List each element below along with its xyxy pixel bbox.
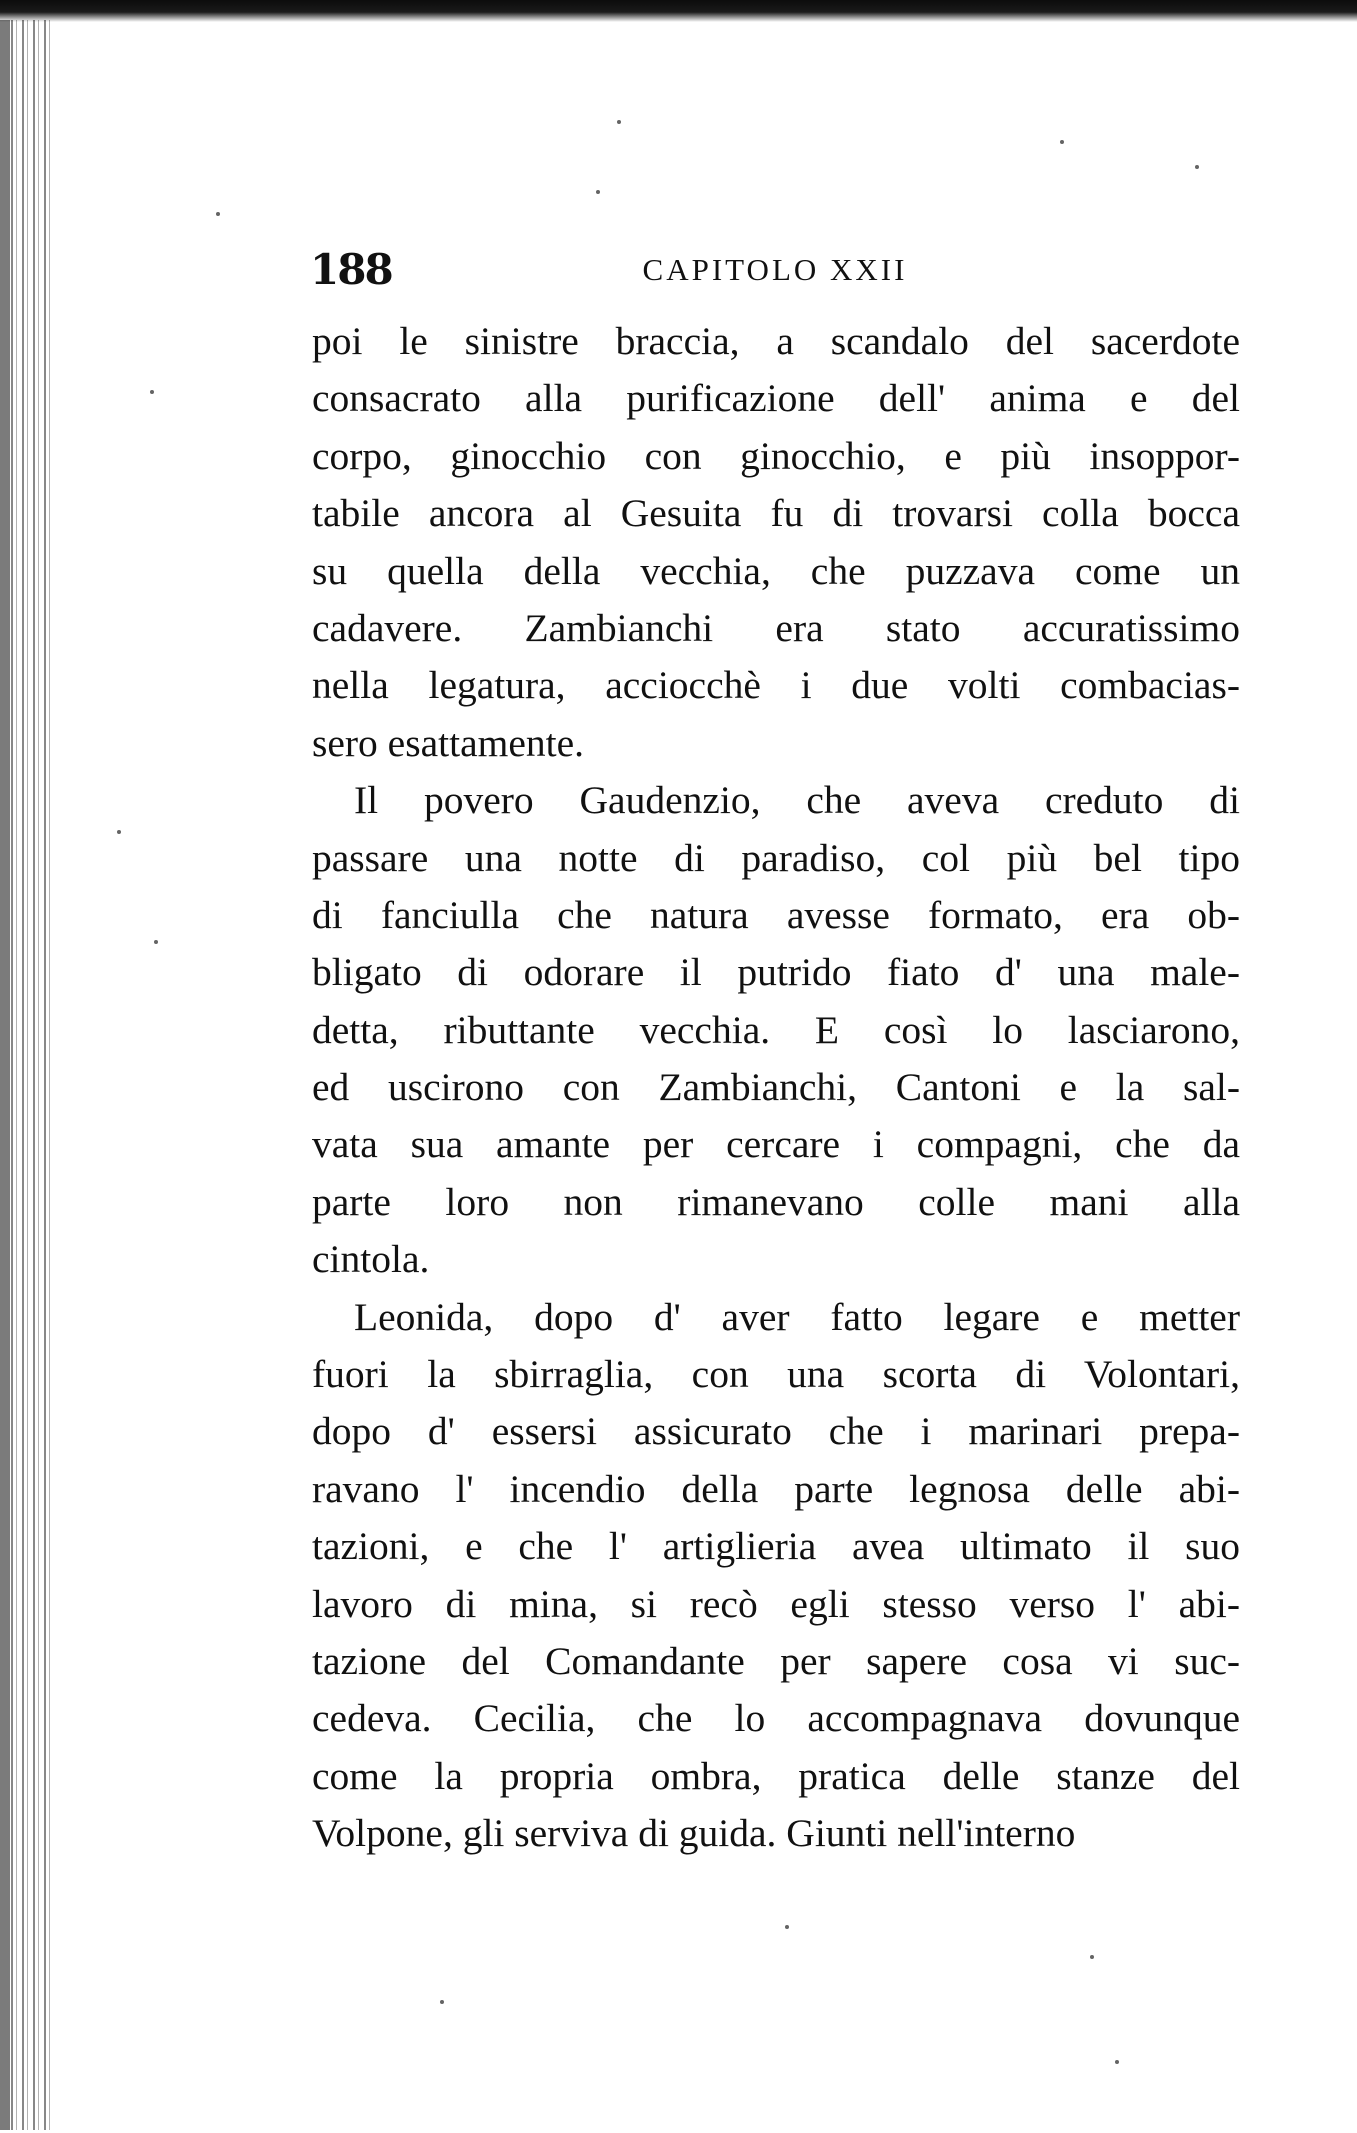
text-line: cedeva. Cecilia, che lo accompagnava dovunque <box>312 1696 1240 1741</box>
text-line: ed uscirono con Zambianchi, Cantoni e la sal- <box>312 1065 1240 1110</box>
text-line: poi le sinistre braccia, a scandalo del sacerdote <box>312 319 1240 363</box>
scan-binding-edge <box>0 20 52 2130</box>
body-text <box>312 313 1240 1863</box>
paragraph-2 <box>312 772 1240 1289</box>
text-line: corpo, ginocchio con ginocchio, e più insoppor- <box>312 433 1240 478</box>
text-line: cadavere. Zambianchi era stato accuratissimo <box>312 605 1240 650</box>
text-line: ravano l' incendio della parte legnosa delle abi- <box>312 1466 1240 1511</box>
scan-speck <box>117 830 121 834</box>
text-line: nella legatura, acciocchè i due volti combacias- <box>312 663 1240 708</box>
scan-speck <box>440 2000 444 2004</box>
running-title: CAPITOLO XXII <box>642 252 908 287</box>
text-line: Leonida, dopo d' aver fatto legare e metter <box>354 1294 1240 1339</box>
text-line: sero esattamente. <box>312 720 584 765</box>
scan-speck <box>617 120 621 124</box>
text-line: su quella della vecchia, che puzzava come un <box>312 548 1240 593</box>
text-line: Il povero Gaudenzio, che aveva creduto di <box>354 778 1240 823</box>
paragraph-3 <box>312 1289 1240 1863</box>
text-line: passare una notte di paradiso, col più bel tipo <box>312 835 1240 880</box>
text-line: tazioni, e che l' artiglieria avea ultimato il suo <box>312 1524 1240 1569</box>
text-line: Volpone, gli serviva di guida. Giunti nell'interno <box>312 1811 1076 1856</box>
scan-speck <box>1060 140 1064 144</box>
paragraph-1 <box>312 313 1240 772</box>
scan-speck <box>1195 165 1199 169</box>
scan-speck <box>154 940 158 944</box>
text-line: tabile ancora al Gesuita fu di trovarsi colla bocca <box>312 491 1240 536</box>
text-line: vata sua amante per cercare i compagni, che da <box>312 1122 1240 1167</box>
text-line: lavoro di mina, si recò egli stesso verso l' abi- <box>312 1581 1240 1626</box>
scan-speck <box>1115 2060 1119 2064</box>
scan-speck <box>785 1925 789 1929</box>
text-line: di fanciulla che natura avesse formato, era ob- <box>312 892 1240 937</box>
scan-top-edge <box>0 0 1357 22</box>
scan-speck <box>596 190 600 194</box>
scan-speck <box>1090 1955 1094 1959</box>
text-line: come la propria ombra, pratica delle stanze del <box>312 1753 1240 1798</box>
text-line: detta, ributtante vecchia. E così lo lasciarono, <box>312 1007 1240 1052</box>
page-number: 188 <box>310 245 392 294</box>
scan-speck <box>216 212 220 216</box>
text-line: tazione del Comandante per sapere cosa vi suc- <box>312 1638 1240 1683</box>
text-line: bligato di odorare il putrido fiato d' una male- <box>312 950 1240 995</box>
text-line: consacrato alla purificazione dell' anima e del <box>312 376 1240 421</box>
page-header <box>310 240 1240 300</box>
text-line: fuori la sbirraglia, con una scorta di Volontari, <box>312 1352 1240 1397</box>
text-line: dopo d' essersi assicurato che i marinari prepa- <box>312 1409 1240 1454</box>
scan-speck <box>150 390 154 394</box>
text-line: parte loro non rimanevano colle mani alla <box>312 1179 1240 1224</box>
text-line: cintola. <box>312 1237 430 1282</box>
